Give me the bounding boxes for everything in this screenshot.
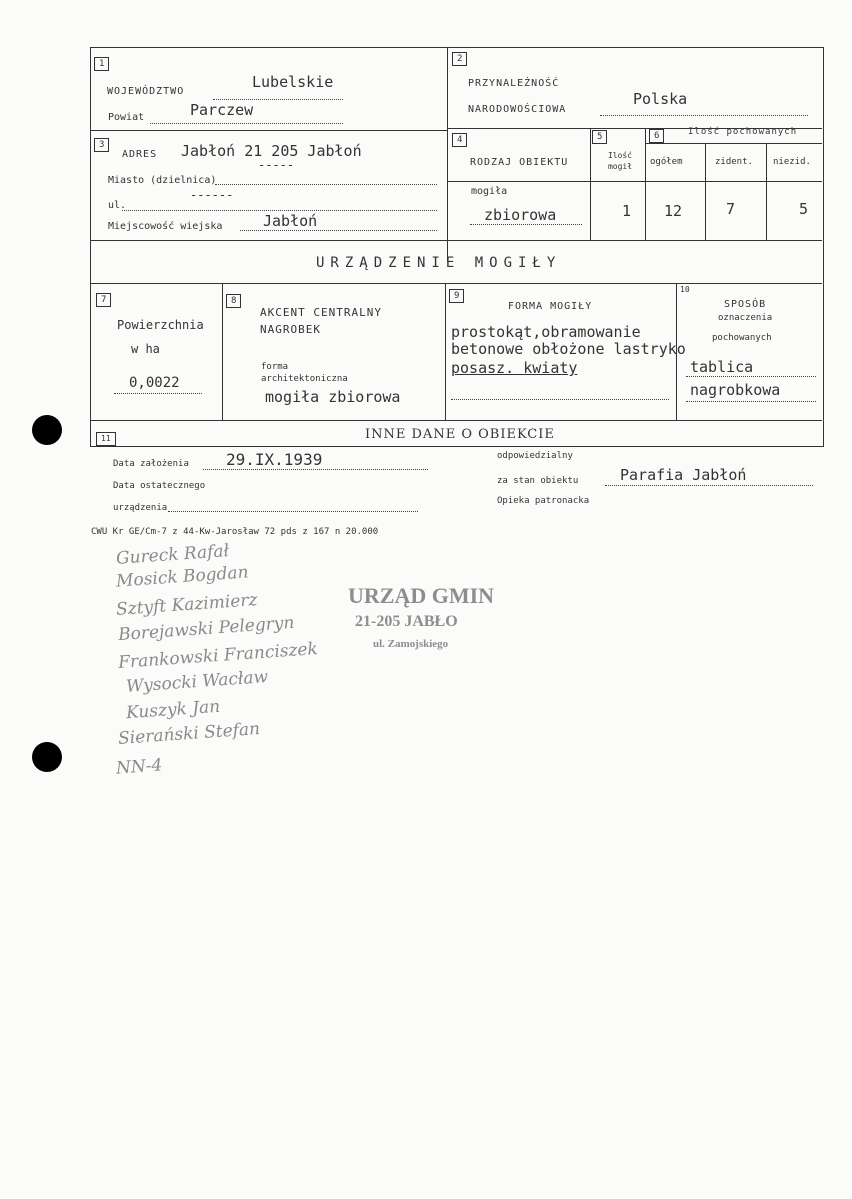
section-10-number: 10	[680, 285, 690, 294]
divider-v-top	[447, 47, 448, 262]
section-6-number: 6	[649, 129, 664, 143]
narodowosciowa-label: NARODOWOŚCIOWA	[468, 104, 567, 115]
rodzaj-obiektu-line	[470, 224, 582, 225]
handwritten-name-1: Gureck Rafał	[115, 541, 230, 569]
narodowosciowa-value: Polska	[633, 90, 688, 108]
stamp-line-2: 21-205 JABŁO	[355, 613, 458, 630]
data-ostatecznego-label: Data ostatecznego	[113, 481, 206, 491]
ogolem-label: ogółem	[650, 157, 683, 167]
forma-mogily-line-3: posasz. kwiaty	[451, 359, 578, 377]
odpowiedzialny-label: odpowiedzialny	[497, 451, 573, 461]
section-8-number: 8	[226, 294, 241, 308]
niezidentyfikowanych-label: niezid.	[773, 157, 811, 167]
section-9-number: 9	[449, 289, 464, 303]
ogolem-value: 12	[664, 202, 683, 220]
handwritten-name-5: Frankowski Franciszek	[117, 639, 319, 673]
section-2-number: 2	[452, 52, 467, 66]
ul-dash: ------	[190, 188, 234, 202]
divider-h-4	[447, 181, 590, 182]
adres-label: ADRES	[122, 149, 158, 160]
powierzchnia-line	[114, 393, 202, 394]
divider-h-1-3	[90, 130, 447, 131]
section-4-number: 4	[452, 133, 467, 147]
divider-h-11	[90, 420, 822, 421]
wojewodztwo-line	[213, 99, 343, 100]
handwritten-name-2: Mosick Bogdan	[115, 562, 250, 592]
miejscowosc-value: Jabłoń	[263, 212, 318, 230]
zidentyfikowanych-value: 7	[726, 200, 736, 218]
miasto-label: Miasto (dzielnica)	[108, 175, 217, 186]
section-1-number: 1	[94, 57, 109, 71]
handwritten-name-3: Sztyft Kazimierz	[115, 590, 259, 620]
przynaleznosc-label: PRZYNALEŻNOŚĆ	[468, 78, 560, 89]
pochowanych-label: pochowanych	[712, 333, 772, 343]
nagrobek-label: NAGROBEK	[260, 323, 321, 336]
miejscowosc-label: Miejscowość wiejska	[108, 221, 223, 232]
ilosc-pochowanych-label: Ilość pochowanych	[688, 127, 798, 137]
handwritten-name-7: Kuszyk Jan	[125, 696, 221, 724]
forma-label: forma	[261, 362, 289, 372]
adres-value: Jabłoń 21 205 Jabłoń	[181, 142, 362, 160]
ul-label: ul.	[108, 200, 127, 211]
urzadzenia-label: urządzenia	[113, 503, 168, 513]
ilosc-mogil-label: Ilość mogił	[607, 151, 633, 171]
divider-h-title-bottom	[90, 283, 822, 284]
za-stan-obiektu-label: za stan obiektu	[497, 476, 579, 486]
divider-v-6a	[705, 143, 706, 240]
data-zalozenia-value: 29.IX.1939	[226, 450, 323, 469]
divider-v-5-6	[645, 128, 646, 240]
stamp-line-1: URZĄD GMIN	[348, 583, 495, 608]
powiat-value: Parczew	[190, 101, 254, 119]
data-zalozenia-label: Data założenia	[113, 459, 189, 469]
handwritten-name-6: Wysocki Wacław	[125, 667, 269, 697]
divider-v-7-8	[222, 283, 223, 420]
za-stan-obiektu-line	[605, 485, 813, 486]
section-7-number: 7	[96, 293, 111, 307]
section-3-number: 3	[94, 138, 109, 152]
rodzaj-obiektu-label: RODZAJ OBIEKTU	[470, 157, 569, 168]
urzadzenie-mogily-title: URZĄDZENIE MOGIŁY	[316, 255, 562, 271]
nagrobek-value: mogiła zbiorowa	[265, 388, 401, 406]
miasto-line	[215, 184, 437, 185]
sposob-line-2: nagrobkowa	[690, 381, 781, 399]
punch-hole-top	[32, 415, 62, 445]
divider-v-8-9	[445, 283, 446, 420]
akcent-centralny-label: AKCENT CENTRALNY	[260, 306, 382, 319]
sposob-line-2-rule	[686, 401, 816, 402]
architektoniczna-label: architektoniczna	[261, 374, 348, 384]
powierzchnia-value: 0,0022	[129, 375, 180, 391]
printer-imprint: CWU Kr GE/Cm-7 z 44-Kw-Jarosław 72 pds z 167 n 20.000	[91, 527, 379, 537]
forma-mogily-line-2: betonowe obłożone lastryko	[451, 340, 686, 358]
sposob-label: SPOSÓB	[724, 299, 767, 310]
mogila-label: mogiła	[471, 186, 508, 197]
forma-mogily-label: FORMA MOGIŁY	[508, 301, 593, 312]
divider-v-4-5	[590, 128, 591, 240]
section-11-number: 11	[96, 432, 116, 446]
powiat-line	[150, 123, 343, 124]
section-5-number: 5	[592, 130, 607, 144]
powiat-label: Powiat	[108, 112, 145, 123]
rodzaj-obiektu-value: zbiorowa	[484, 206, 557, 224]
oznaczenia-label: oznaczenia	[718, 313, 773, 323]
ilosc-mogil-value: 1	[622, 202, 632, 220]
handwritten-name-4: Borejawski Pelegryn	[117, 612, 296, 646]
stamp-line-3: ul. Zamojskiego	[373, 638, 449, 650]
divider-h-6	[645, 143, 822, 144]
handwritten-name-8: Sierański Stefan	[117, 719, 261, 749]
sposob-line-1: tablica	[690, 358, 754, 376]
divider-v-6b	[766, 143, 767, 240]
sposob-line-1-rule	[686, 376, 816, 377]
data-zalozenia-line	[203, 469, 428, 470]
inne-dane-title: INNE DANE O OBIEKCIE	[365, 427, 555, 442]
forma-mogily-empty-line	[451, 399, 669, 400]
punch-hole-bottom	[32, 742, 62, 772]
narodowosciowa-line	[600, 115, 808, 116]
adres-dash: -----	[258, 158, 295, 172]
handwritten-note: NN-4	[115, 755, 163, 779]
niezidentyfikowanych-value: 5	[799, 200, 809, 218]
za-stan-obiektu-value: Parafia Jabłoń	[620, 466, 747, 484]
miejscowosc-line	[240, 230, 437, 231]
w-ha-label: w ha	[131, 342, 160, 356]
divider-h-5-6-values	[590, 181, 822, 182]
urzadzenia-line	[168, 511, 418, 512]
divider-h-title-top	[90, 240, 822, 241]
opieka-patronacka-label: Opieka patronacka	[497, 496, 590, 506]
zidentyfikowanych-label: zident.	[715, 157, 753, 167]
wojewodztwo-value: Lubelskie	[252, 73, 334, 91]
ul-line	[122, 210, 437, 211]
powierzchnia-label: Powierzchnia	[117, 318, 204, 332]
forma-mogily-line-1: prostokąt,obramowanie	[451, 323, 641, 341]
wojewodztwo-label: WOJEWÓDZTWO	[107, 86, 185, 97]
